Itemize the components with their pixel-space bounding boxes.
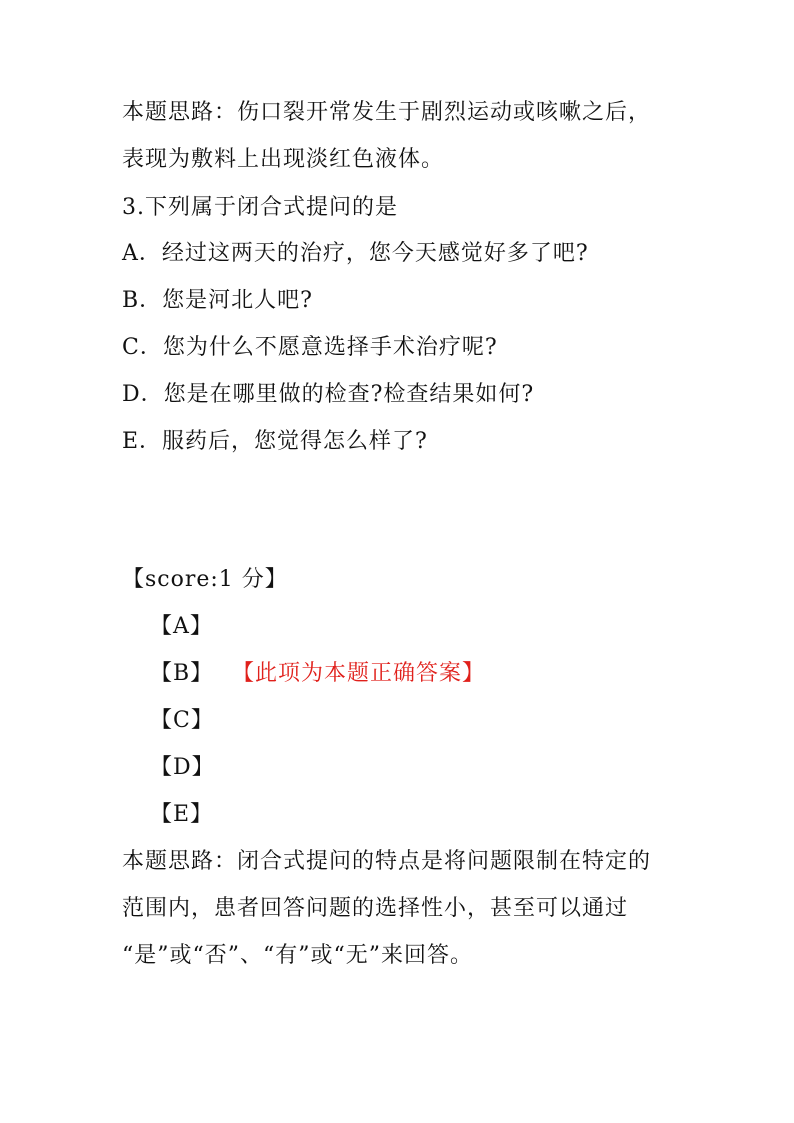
answer-b: 【B】 [150,661,214,686]
q2-explanation-line2: 表现为敷料上出现淡红色液体。 [122,147,445,172]
question3-option-b: B．您是河北人吧? [122,288,313,313]
question3-option-a: A．经过这两天的治疗，您今天感觉好多了吧? [122,241,589,266]
q3-explanation-line3: “是”或“否”、“有”或“无”来回答。 [122,943,473,968]
question3-option-e: E．服药后，您觉得怎么样了? [122,429,428,454]
question3-option-c: C．您为什么不愿意选择手术治疗呢? [122,335,498,360]
answer-d: 【D】 [150,755,215,780]
question3-stem: 3.下列属于闭合式提问的是 [122,195,398,220]
q2-explanation-line1: 本题思路：伤口裂开常发生于剧烈运动或咳嗽之后， [122,100,652,125]
answer-e: 【E】 [150,802,214,827]
question3-option-d: D．您是在哪里做的检查?检查结果如何? [122,382,535,407]
q3-explanation-line2: 范围内，患者回答问题的选择性小，甚至可以通过 [122,896,629,921]
correct-answer-note: 【此项为本题正确答案】 [232,661,486,686]
answer-a: 【A】 [150,614,213,639]
question3-score: 【score:1 分】 [122,567,288,592]
answer-c: 【C】 [150,708,214,733]
q3-explanation-line1: 本题思路：闭合式提问的特点是将问题限制在特定的 [122,849,652,874]
